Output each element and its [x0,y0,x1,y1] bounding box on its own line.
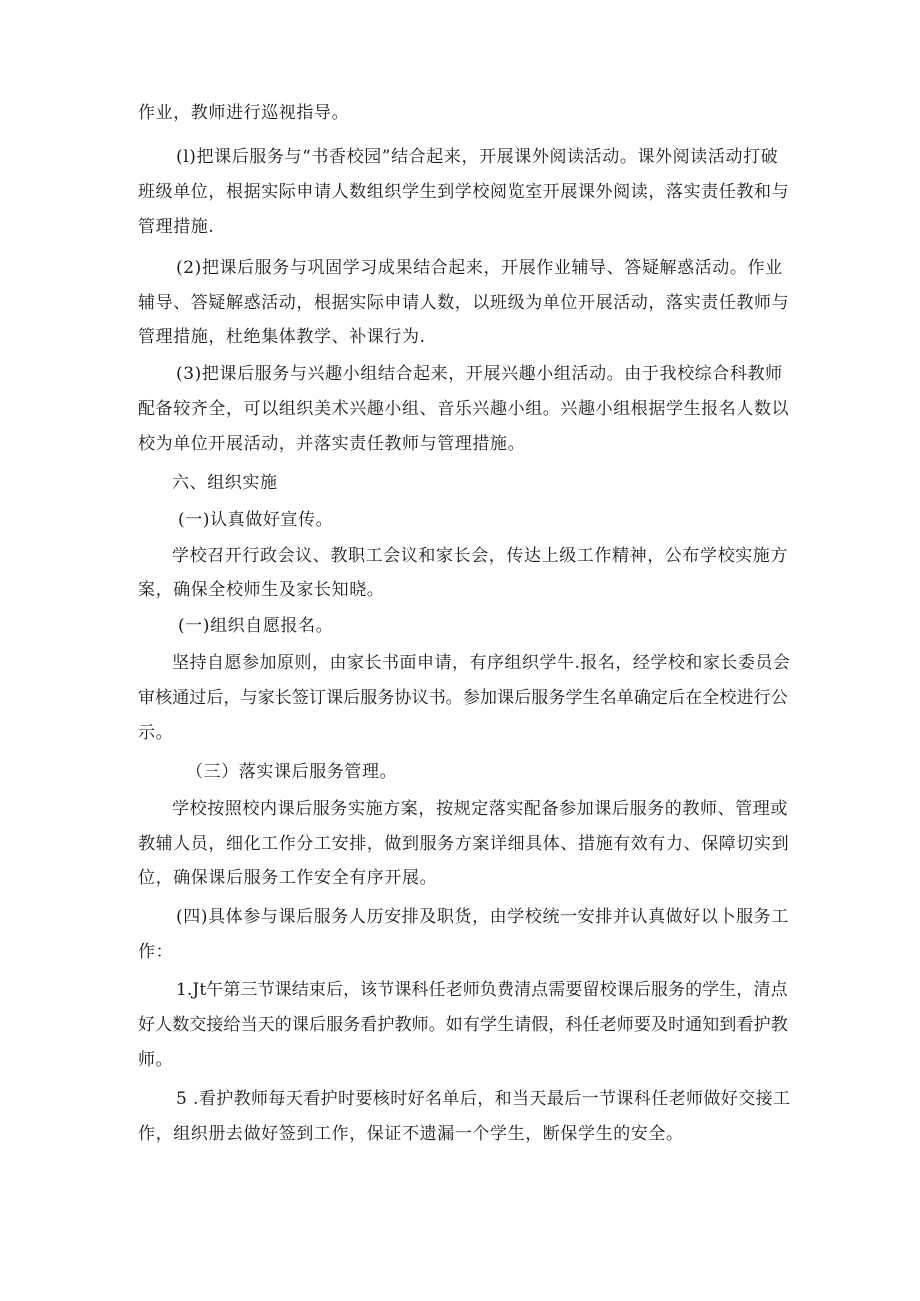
paragraph-line: (2)把课后服务与巩固学习成果结合起来，开展作业辅导、答疑解惑活动。作业 [176,258,783,278]
paragraph-line: 配备较齐全，可以组织美术兴趣小组、音乐兴趣小组。兴趣小组根据学生报名人数以 [138,399,790,419]
subsection-heading: （三）落实课后服务管理。 [186,762,398,782]
paragraph-line: 辅导、答疑解惑活动，根据实际申请人数，以班级为单位开展活动，落实责任教师与 [138,293,790,313]
paragraph-line: 学校召开行政会议、教职工会议和家长会，传达上级工作精神，公布学校实施方 [172,546,788,566]
paragraph-line: 学校按照校内课后服务实施方案，按规定落实配备参加课后服务的教师、管理或 [172,799,788,819]
paragraph-line: (l)把课后服务与“书香校园”结合起来，开展课外阅读活动。课外阅读活动打破 [176,147,779,167]
paragraph-line: 作，组织册去做好签到工作，保证不遗漏一个学生，断保学生的安全。 [138,1124,684,1144]
paragraph-line: 班级单位，根据实际申请人数组织学生到学校阅览室开展课外阅读，落实责任教和与 [138,182,790,202]
paragraph-line: 好人数交接给当天的课后服务看护教师。如有学生请假，科任老师要及时通知到看护教 [138,1015,788,1035]
paragraph-line: 1.Jt午第三节课结束后，该节课科任老师负费清点需要留校课后服务的学生，清点 [176,980,788,1000]
paragraph-line: (3)把课后服务与兴趣小组结合起来，开展兴趣小组活动。由于我校综合科教师 [176,364,783,384]
paragraph-line: 审核通过后，与家长签订课后服务协议书。参加课后服务学生名单确定后在全校进行公 [138,688,788,708]
paragraph-line: 校为单位开展活动，并落实责任教师与管理措施。 [138,434,526,454]
subsection-heading: (一)认真做好宣传。 [178,510,334,530]
paragraph-line: 管理措施. [138,217,215,237]
paragraph-line: (四)具体参与课后服务人历安排及职货，由学校统一安排并认真做好以卜服务工 [176,907,789,927]
paragraph-line: 管理措施，杜绝集体教学、补课行为. [138,327,426,347]
paragraph-line: 案，确保全校师生及家长知晓。 [138,580,385,600]
paragraph-line: 示。 [138,723,174,743]
paragraph-line: 教辅人员，细化工作分工安排，做到服务方案详细具体、措施有效有力、保障切实到 [138,834,790,854]
paragraph-line: 5 .看护教师每天看护时要核时好名单后，和当天最后一节课科任老师做好交接工 [176,1089,791,1109]
paragraph-line: 作： [138,942,174,962]
paragraph-line: 作业，教师进行巡视指导。 [138,103,350,123]
paragraph-line: 师。 [138,1050,174,1070]
paragraph-line: 位，确保课后服务工作安全有序开展。 [138,868,438,888]
section-heading: 六、组织实施 [172,473,278,493]
subsection-heading: (一)组织自愿报名。 [178,616,334,636]
paragraph-line: 坚持自愿参加原则，由家长书面申请，有序组织学牛.报名，经学校和家长委员会 [172,653,791,673]
